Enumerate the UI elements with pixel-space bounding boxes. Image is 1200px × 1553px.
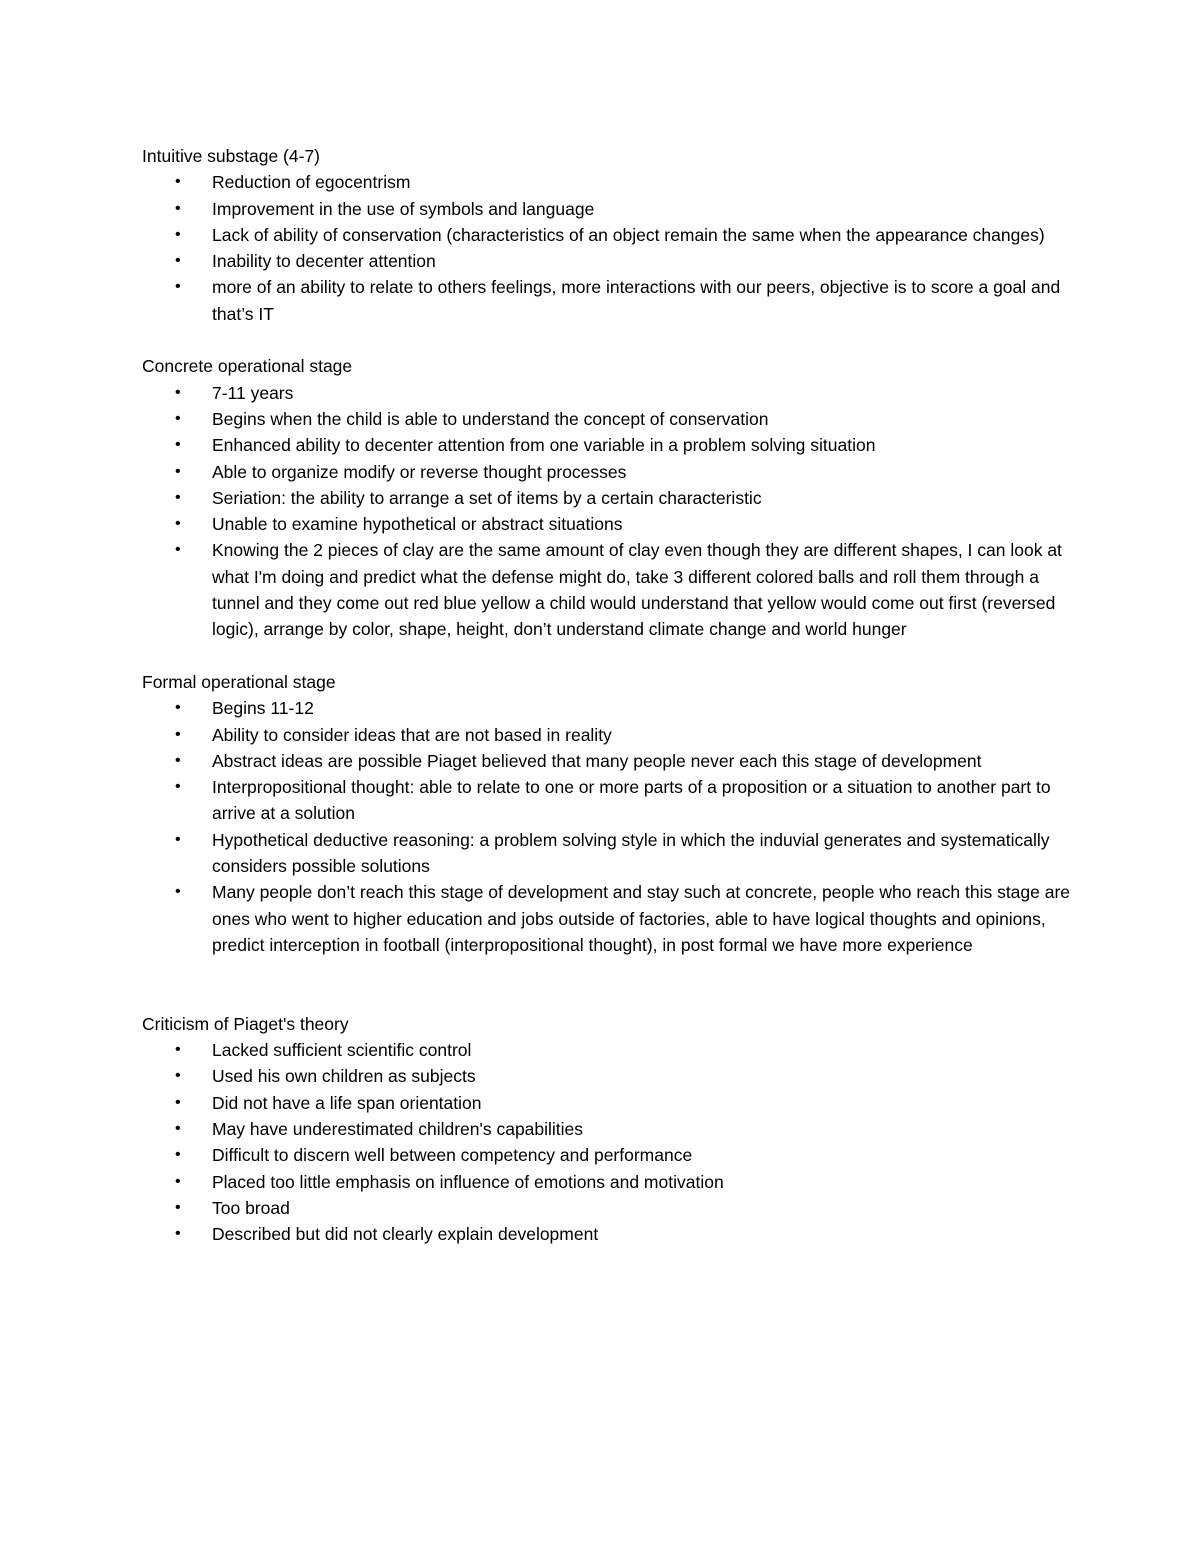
list-item-text: Abstract ideas are possible Piaget believed that many people never each this stage of development — [212, 750, 982, 771]
list-item-text: Begins 11-12 — [212, 698, 314, 719]
list-item — [142, 1063, 1072, 1089]
list-item — [142, 537, 1072, 642]
list-item — [142, 485, 1072, 511]
bullet-icon: • — [175, 1093, 181, 1111]
bullet-icon: • — [175, 699, 181, 717]
list-item — [142, 1195, 1072, 1221]
list-item-text: Unable to examine hypothetical or abstract situations — [212, 514, 623, 535]
bullet-icon: • — [175, 409, 181, 427]
bullet-icon: • — [175, 173, 181, 191]
list-item — [142, 1090, 1072, 1116]
list-item — [142, 432, 1072, 458]
bullet-list — [142, 169, 1072, 327]
spacer — [142, 958, 1072, 1011]
list-item-text: May have underestimated children's capabilities — [212, 1118, 584, 1139]
bullet-icon: • — [175, 199, 181, 217]
bullet-icon: • — [175, 383, 181, 401]
bullet-icon: • — [175, 830, 181, 848]
list-item — [142, 879, 1072, 958]
bullet-icon: • — [175, 1067, 181, 1085]
section-heading: Concrete operational stage — [142, 356, 353, 377]
section-heading: Formal operational stage — [142, 671, 336, 692]
list-item-text: Lack of ability of conservation (characteristics of an object remain the same when the appearance changes) — [212, 224, 1045, 245]
document-body — [142, 143, 1072, 1247]
list-item-text: Did not have a life span orientation — [212, 1092, 482, 1113]
bullet-icon: • — [175, 1041, 181, 1059]
section-criticism — [142, 1011, 1072, 1248]
list-item-text: Able to organize modify or reverse thought processes — [212, 461, 627, 482]
spacer — [142, 643, 1072, 669]
list-item-text: Many people don’t reach this stage of development and stay such at concrete, people who reach this stage are ones who went to higher education and jobs outside of factories, able to have logical thoughts and opinions, predict interception in football (interpropositional thought), in post formal we have more experience — [212, 882, 1071, 955]
list-item-text: 7-11 years — [212, 382, 294, 403]
list-item — [142, 406, 1072, 432]
list-item — [142, 1142, 1072, 1168]
bullet-icon: • — [175, 541, 181, 559]
bullet-icon: • — [175, 515, 181, 533]
bullet-icon: • — [175, 751, 181, 769]
list-item-text: Improvement in the use of symbols and language — [212, 198, 595, 219]
list-item — [142, 380, 1072, 406]
list-item — [142, 1169, 1072, 1195]
list-item-text: Described but did not clearly explain development — [212, 1224, 599, 1245]
bullet-icon: • — [175, 252, 181, 270]
bullet-icon: • — [175, 488, 181, 506]
bullet-icon: • — [175, 778, 181, 796]
list-item — [142, 695, 1072, 721]
list-item — [142, 722, 1072, 748]
list-item-text: Knowing the 2 pieces of clay are the same amount of clay even though they are different shapes, I can look at what I'm doing and predict what the defense might do, take 3 different colored balls and roll them through a tunnel and they come out red blue yellow a child would understand that yellow would come out first (reversed logic), arrange by color, shape, height, don’t understand climate change and world hunger — [212, 540, 1062, 640]
bullet-icon: • — [175, 1119, 181, 1137]
list-item — [142, 748, 1072, 774]
bullet-icon: • — [175, 1225, 181, 1243]
list-item — [142, 774, 1072, 827]
section-concrete-operational — [142, 353, 1072, 642]
list-item — [142, 222, 1072, 248]
bullet-list — [142, 380, 1072, 643]
list-item — [142, 1116, 1072, 1142]
list-item — [142, 274, 1072, 327]
list-item — [142, 827, 1072, 880]
list-item — [142, 1037, 1072, 1063]
section-heading: Criticism of Piaget's theory — [142, 1013, 349, 1034]
list-item — [142, 196, 1072, 222]
section-intuitive-substage — [142, 143, 1072, 327]
list-item-text: Difficult to discern well between competency and performance — [212, 1145, 693, 1166]
bullet-icon: • — [175, 883, 181, 901]
bullet-icon: • — [175, 1198, 181, 1216]
list-item-text: Reduction of egocentrism — [212, 172, 411, 193]
bullet-list — [142, 695, 1072, 958]
list-item-text: Lacked sufficient scientific control — [212, 1040, 472, 1061]
list-item — [142, 511, 1072, 537]
section-heading: Intuitive substage (4-7) — [142, 146, 321, 166]
list-item-text: Inability to decenter attention — [212, 251, 436, 272]
list-item-text: Too broad — [212, 1197, 290, 1218]
bullet-icon: • — [175, 1172, 181, 1190]
bullet-icon: • — [175, 225, 181, 243]
list-item — [142, 459, 1072, 485]
bullet-icon: • — [175, 436, 181, 454]
list-item-text: Begins when the child is able to understand the concept of conservation — [212, 408, 769, 429]
bullet-icon: • — [175, 1146, 181, 1164]
bullet-icon: • — [175, 278, 181, 296]
list-item-text: Interpropositional thought: able to relate to one or more parts of a proposition or a situation to another part to arrive at a solution — [212, 777, 1051, 824]
list-item-text: Used his own children as subjects — [212, 1066, 476, 1087]
list-item — [142, 248, 1072, 274]
section-formal-operational — [142, 669, 1072, 958]
bullet-list — [142, 1037, 1072, 1247]
list-item-text: Enhanced ability to decenter attention from one variable in a problem solving situation — [212, 435, 876, 456]
list-item-text: Placed too little emphasis on influence of emotions and motivation — [212, 1171, 724, 1192]
spacer — [142, 327, 1072, 353]
list-item — [142, 169, 1072, 195]
list-item-text: Hypothetical deductive reasoning: a problem solving style in which the induvial generates and systematically considers possible solutions — [212, 829, 1050, 877]
list-item-text: Ability to consider ideas that are not based in reality — [212, 724, 612, 745]
list-item — [142, 1221, 1072, 1247]
list-item-text: Seriation: the ability to arrange a set of items by a certain characteristic — [212, 487, 762, 508]
bullet-icon: • — [175, 462, 181, 480]
bullet-icon: • — [175, 725, 181, 743]
list-item-text: more of an ability to relate to others feelings, more interactions with our peers, objective is to score a goal and that’s IT — [212, 277, 1061, 324]
